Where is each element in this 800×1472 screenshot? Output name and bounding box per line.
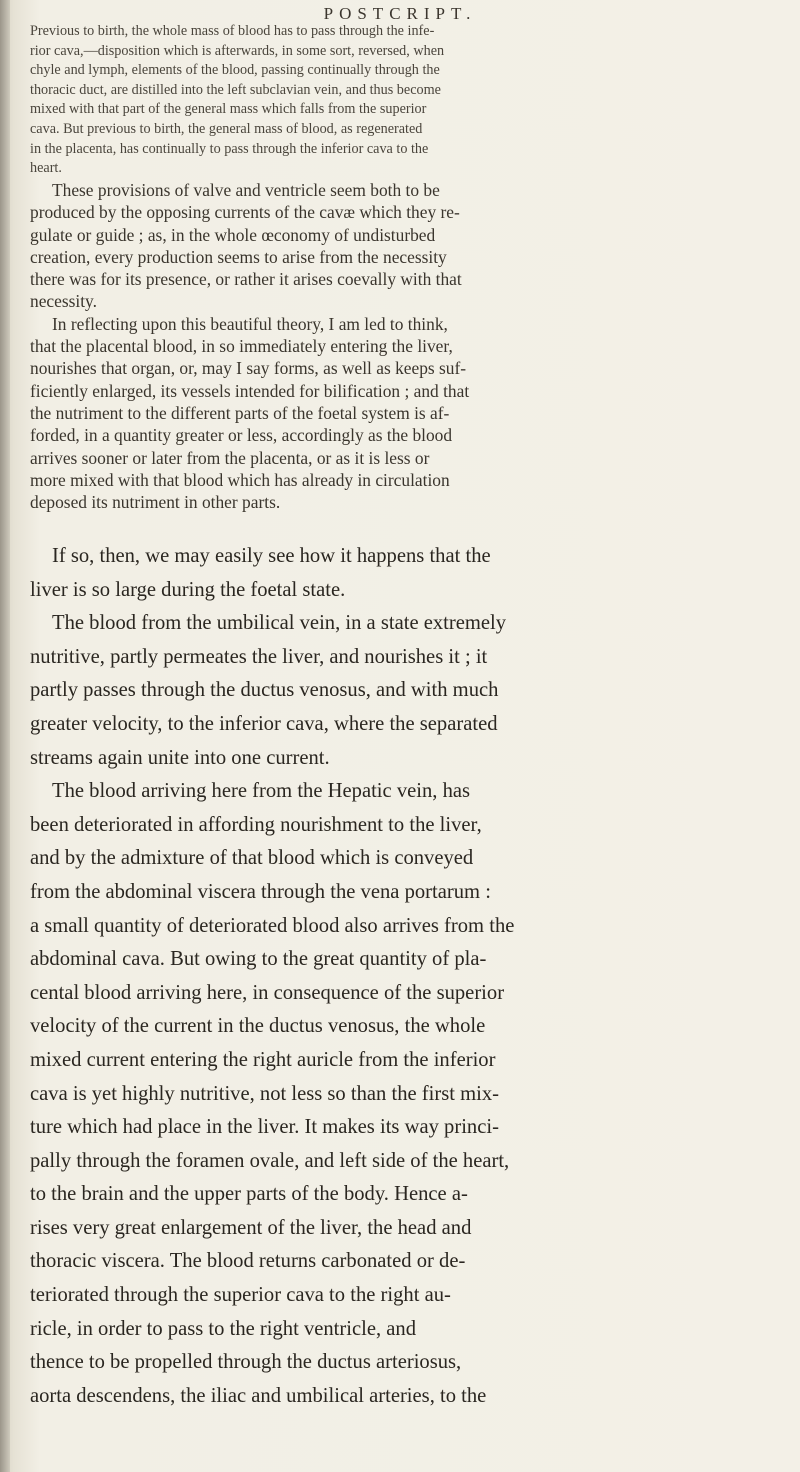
text-line: liver is so large during the foetal state.	[30, 578, 346, 601]
text-line: velocity of the current in the ductus venosus, the whole	[30, 1015, 486, 1038]
page-binding-edge	[0, 0, 10, 1472]
text-line: more mixed with that blood which has already in circulation	[30, 469, 450, 490]
text-line: forded, in a quantity greater or less, accordingly as the blood	[30, 425, 453, 446]
text-line: that the placental blood, in so immediately entering the liver,	[30, 336, 453, 357]
text-line: ficiently enlarged, its vessels intended for bilification ; and that	[30, 380, 470, 401]
text-line: ture which had place in the liver. It makes its way princi-	[30, 1116, 499, 1139]
text-line: been deteriorated in affording nourishment to the liver,	[30, 813, 482, 836]
text-line: chyle and lymph, elements of the blood, passing continually through the	[30, 62, 440, 79]
text-line: greater velocity, to the inferior cava, where the separated	[30, 712, 498, 735]
text-line: a small quantity of deteriorated blood also arrives from the	[30, 914, 515, 937]
text-line: The blood from the umbilical vein, in a state extremely	[52, 612, 507, 635]
text-line: in the placenta, has continually to pass through the inferior cava to the	[30, 140, 429, 157]
text-line: rises very great enlargement of the liver, the head and	[30, 1216, 472, 1239]
text-line: If so, then, we may easily see how it happens that the	[52, 545, 491, 567]
text-line: gulate or guide ; as, in the whole œconomy of undisturbed	[30, 224, 436, 245]
text-line: from the abdominal viscera through the vena portarum :	[30, 880, 491, 903]
text-line: teriorated through the superior cava to the right au-	[30, 1284, 451, 1307]
running-header: POSTCRIPT.	[323, 4, 477, 23]
text-line: nutritive, partly permeates the liver, and nourishes it ; it	[30, 645, 488, 668]
text-line: Previous to birth, the whole mass of blood has to pass through the infe-	[30, 23, 435, 39]
text-line: to the brain and the upper parts of the body. Hence a-	[30, 1183, 468, 1206]
small-print-paragraph	[30, 22, 780, 179]
text-line: there was for its presence, or rather it arises coevally with that	[30, 269, 462, 290]
text-line: thence to be propelled through the ductus arteriosus,	[30, 1351, 462, 1374]
text-line: These provisions of valve and ventricle seem both to be	[52, 180, 440, 200]
text-line: the nutriment to the different parts of the foetal system is af-	[30, 402, 450, 423]
large-print-paragraphs	[30, 540, 782, 1413]
text-line: rior cava,—disposition which is afterwards, in some sort, reversed, when	[30, 42, 445, 59]
text-line: deposed its nutriment in other parts.	[30, 492, 281, 513]
text-line: pally through the foramen ovale, and left side of the heart,	[30, 1149, 510, 1172]
text-line: abdominal cava. But owing to the great quantity of pla-	[30, 948, 487, 971]
text-line: cava is yet highly nutritive, not less so than the first mix-	[30, 1082, 500, 1105]
text-line: nourishes that organ, or, may I say forms, as well as keeps suf-	[30, 358, 467, 379]
text-line: mixed with that part of the general mass which falls from the superior	[30, 101, 427, 118]
text-line: thoracic viscera. The blood returns carbonated or de-	[30, 1250, 466, 1273]
text-line: produced by the opposing currents of the cavæ which they re-	[30, 202, 460, 223]
text-line: partly passes through the ductus venosus, and with much	[30, 679, 499, 702]
text-line: streams again unite into one current.	[30, 746, 330, 769]
text-line: creation, every production seems to arise from the necessity	[30, 246, 447, 267]
text-line: ricle, in order to pass to the right ventricle, and	[30, 1317, 417, 1340]
text-line: and by the admixture of that blood which is conveyed	[30, 847, 474, 870]
text-line: arrives sooner or later from the placenta, or as it is less or	[30, 447, 430, 468]
text-line: cava. But previous to birth, the general mass of blood, as regenerated	[30, 120, 423, 137]
text-line: mixed current entering the right auricle from the inferior	[30, 1048, 496, 1071]
text-line: aorta descendens, the iliac and umbilical arteries, to the	[30, 1384, 487, 1407]
text-line: In reflecting upon this beautiful theory, I am led to think,	[52, 313, 448, 334]
medium-print-paragraphs	[30, 179, 782, 513]
text-line: cental blood arriving here, in consequence of the superior	[30, 981, 505, 1004]
text-line: thoracic duct, are distilled into the left subclavian vein, and thus become	[30, 81, 441, 98]
text-line: necessity.	[30, 291, 97, 312]
text-line: heart.	[30, 160, 62, 177]
text-line: The blood arriving here from the Hepatic vein, has	[52, 780, 471, 803]
